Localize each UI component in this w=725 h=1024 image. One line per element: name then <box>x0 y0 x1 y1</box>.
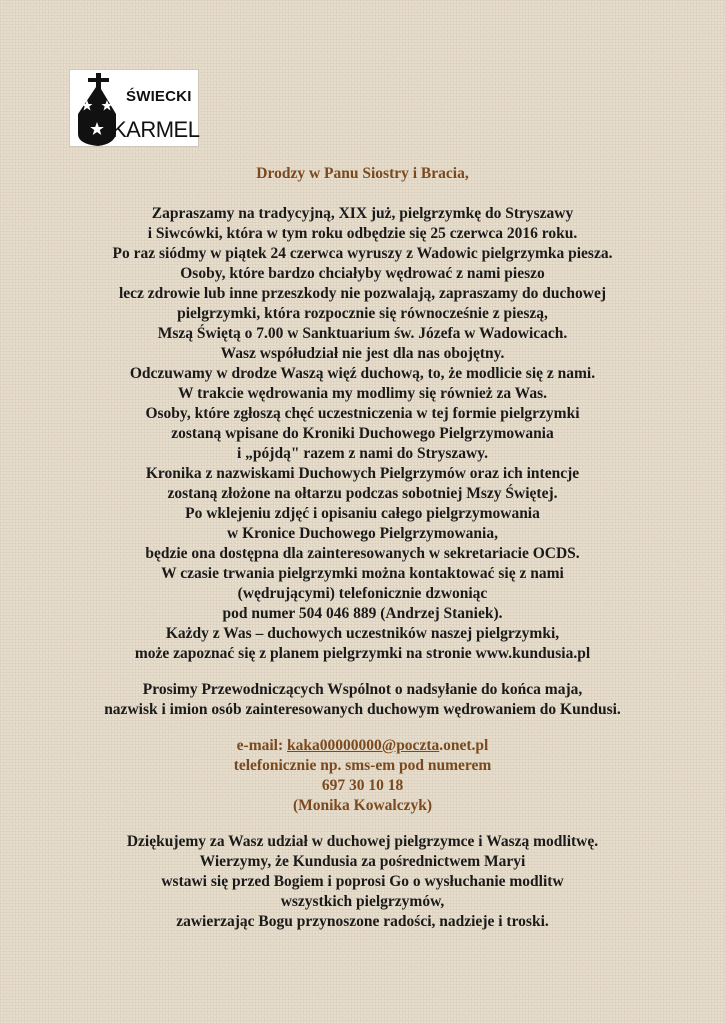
request-line: Prosimy Przewodniczących Wspólnot o nadsyłanie do końca maja, <box>142 681 583 698</box>
logo-top-text: ŚWIECKI <box>126 88 192 105</box>
closing-line: wstawi się przed Bogiem i poprosi Go o wysłuchanie modlitw <box>161 873 564 890</box>
body-line: lecz zdrowie lub inne przeszkody nie pozwalają, zapraszamy do duchowej <box>118 285 607 302</box>
body-line: zostaną złożone na ołtarzu podczas sobotniej Mszy Świętej. <box>167 485 558 502</box>
body-line: Po wklejeniu zdjęć i opisaniu całego pielgrzymowania <box>185 505 540 522</box>
body-line: pielgrzymki, która rozpocznie się równocześnie z pieszą, <box>177 305 548 322</box>
closing-line: zawierzając Bogu przynoszone radości, nadzieje i troski. <box>176 913 549 930</box>
body-line: W trakcie wędrowania my modlimy się również za Was. <box>178 385 547 402</box>
body-line: Każdy z Was – duchowych uczestników naszej pielgrzymki, <box>165 625 560 642</box>
email-domain: .onet.pl <box>439 737 489 754</box>
body-line: i Siwcówki, która w tym roku odbędzie się 25 czerwca 2016 roku. <box>147 225 578 242</box>
closing-line: Dziękujemy za Wasz udział w duchowej pielgrzymce i Waszą modlitwę. <box>126 833 599 850</box>
body-line: Odczuwamy w drodze Waszą więź duchową, to, że modlicie się z nami. <box>129 365 596 382</box>
body-line: Osoby, które bardzo chciałyby wędrować z nami pieszo <box>180 265 545 282</box>
body-line: może zapoznać się z planem pielgrzymki na stronie www.kundusia.pl <box>134 645 591 662</box>
greeting: Drodzy w Panu Siostry i Bracia, <box>256 165 469 182</box>
body-line: Zapraszamy na tradycyjną, XIX już, pielgrzymkę do Stryszawy <box>151 205 574 222</box>
closing-line: wszystkich pielgrzymów, <box>280 893 445 910</box>
body-line: Po raz siódmy w piątek 24 czerwca wyruszy z Wadowic pielgrzymka piesza. <box>112 245 613 262</box>
body-line: pod numer 504 046 889 (Andrzej Staniek). <box>222 605 503 622</box>
request-line: nazwisk i imion osób zainteresowanych duchowym wędrowaniem do Kundusi. <box>104 701 621 718</box>
body-line: Kronika z nazwiskami Duchowych Pielgrzymów oraz ich intencje <box>145 465 580 482</box>
contact-name: (Monika Kowalczyk) <box>292 797 433 814</box>
closing-line: Wierzymy, że Kundusia za pośrednictwem Maryi <box>199 853 526 870</box>
body-line: Osoby, które zgłoszą chęć uczestniczenia w tej formie pielgrzymki <box>145 405 580 422</box>
email-line <box>20 736 705 756</box>
body-line: będzie ona dostępna dla zainteresowanych w sekretariacie OCDS. <box>145 545 580 562</box>
body-line: zostaną wpisane do Kroniki Duchowego Pielgrzymowania <box>171 425 554 442</box>
body-line: (wędrującymi) telefonicznie dzwoniąc <box>237 585 488 602</box>
body-line: i „pójdą" razem z nami do Stryszawy. <box>237 445 488 462</box>
body-line: Wasz współudział nie jest dla nas obojętny. <box>220 345 505 362</box>
body-line: W czasie trwania pielgrzymki można kontaktować się z nami <box>161 565 564 582</box>
phone-number: 697 30 10 18 <box>321 777 404 794</box>
logo-bottom-text: KARMEL <box>112 117 200 142</box>
email-link[interactable]: kaka00000000@poczta <box>287 737 440 754</box>
body-line: w Kronice Duchowego Pielgrzymowania, <box>227 525 498 542</box>
email-label: e-mail: <box>236 737 288 754</box>
body-line: Mszą Świętą o 7.00 w Sanktuarium św. Józefa w Wadowicach. <box>157 325 568 342</box>
carmel-logo <box>69 69 199 147</box>
sms-line: telefonicznie np. sms-em pod numerem <box>233 757 492 774</box>
